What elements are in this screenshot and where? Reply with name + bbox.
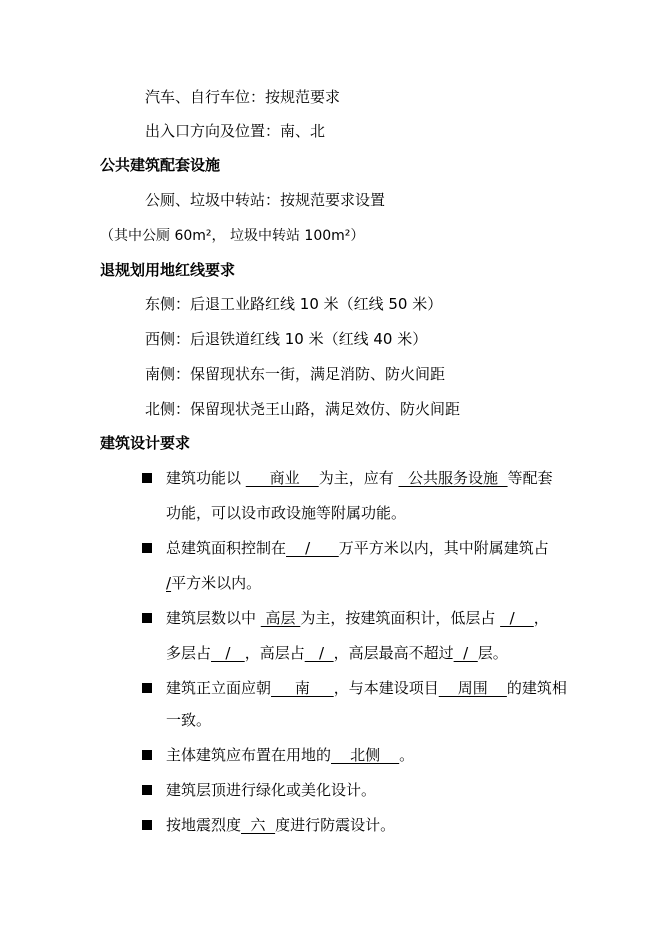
item-text: 等配套	[507, 469, 553, 487]
design-item-3-cont	[166, 643, 508, 663]
function-value: 商业	[245, 469, 319, 487]
facilities-value: 公共服务设施	[398, 469, 508, 487]
item-text: 。	[399, 746, 415, 764]
item-text: 主体建筑应布置在用地的	[166, 746, 332, 764]
bullet-icon	[142, 613, 152, 623]
design-item-4-cont: 一致。	[166, 711, 212, 729]
setback-south: 南侧：保留现状东一街，满足消防、防火间距	[145, 365, 446, 383]
setback-east: 东侧：后退工业路红线 10 米（红线 50 米）	[145, 295, 443, 313]
bullet-icon	[142, 683, 152, 693]
bullet-icon	[142, 473, 152, 483]
bullet-icon	[142, 785, 152, 795]
design-item-2-cont	[166, 573, 261, 593]
area-value: /	[286, 539, 339, 557]
design-item-5	[166, 745, 414, 765]
public-facilities-note: （其中公厕 60m²， 垃圾中转站 100m²）	[100, 228, 365, 244]
placement-value: 北侧	[331, 746, 400, 764]
bullet-icon	[142, 543, 152, 553]
item-text: 建筑层数以中	[166, 609, 261, 627]
item-text: 建筑功能以	[166, 469, 246, 487]
item-text: 按地震烈度	[166, 816, 242, 834]
setback-west: 西侧：后退铁道红线 10 米（红线 40 米）	[145, 330, 428, 348]
item-text: 平方米以内。	[171, 574, 262, 592]
surrounding-value: 周围	[438, 679, 507, 697]
setback-heading: 退规划用地红线要求	[100, 261, 236, 279]
design-heading: 建筑设计要求	[100, 434, 191, 452]
entrance-text: 出入口方向及位置：南、北	[145, 122, 326, 140]
design-item-7	[166, 815, 395, 835]
setback-north: 北侧：保留现状尧王山路，满足效仿、防火间距	[145, 400, 461, 418]
item-text: 万平方米以内，其中附属建筑占	[338, 539, 549, 557]
design-item-3	[166, 608, 549, 628]
item-text: ，高层占	[244, 644, 305, 662]
item-text: ，与本建设项目	[333, 679, 439, 697]
max-floors-value: /	[453, 644, 478, 662]
item-text: 度进行防震设计。	[275, 816, 396, 834]
item-text: ，高层最高不超过	[333, 644, 454, 662]
high-rise-value: /	[304, 644, 334, 662]
bullet-icon	[142, 750, 152, 760]
seismic-value: 六	[241, 816, 276, 834]
item-text: 建筑正立面应朝	[166, 679, 272, 697]
item-text: 为主，应有	[318, 469, 399, 487]
bullet-icon	[142, 820, 152, 830]
item-text: 总建筑面积控制在	[166, 539, 287, 557]
item-text: 层。	[477, 644, 508, 662]
design-item-4	[166, 678, 567, 698]
item-text: 的建筑相	[506, 679, 567, 697]
design-item-2	[166, 538, 549, 558]
item-text: ，	[533, 609, 549, 627]
public-facilities-heading: 公共建筑配套设施	[100, 156, 221, 174]
auxiliary-area-value: /	[166, 574, 172, 592]
facade-direction-value: 南	[271, 679, 334, 697]
design-item-6: 建筑层顶进行绿化或美化设计。	[166, 781, 377, 799]
floors-value: 高层	[260, 609, 301, 627]
item-text: 多层占	[166, 644, 212, 662]
item-text: 为主，按建筑面积计，低层占	[300, 609, 501, 627]
design-item-1-cont: 功能，可以设市政设施等附属功能。	[166, 504, 407, 522]
parking-text: 汽车、自行车位：按规范要求	[145, 88, 341, 106]
multi-story-value: /	[211, 644, 245, 662]
public-facilities-text: 公厕、垃圾中转站：按规范要求设置	[145, 191, 386, 209]
low-rise-value: /	[500, 609, 534, 627]
design-item-1	[166, 468, 553, 488]
